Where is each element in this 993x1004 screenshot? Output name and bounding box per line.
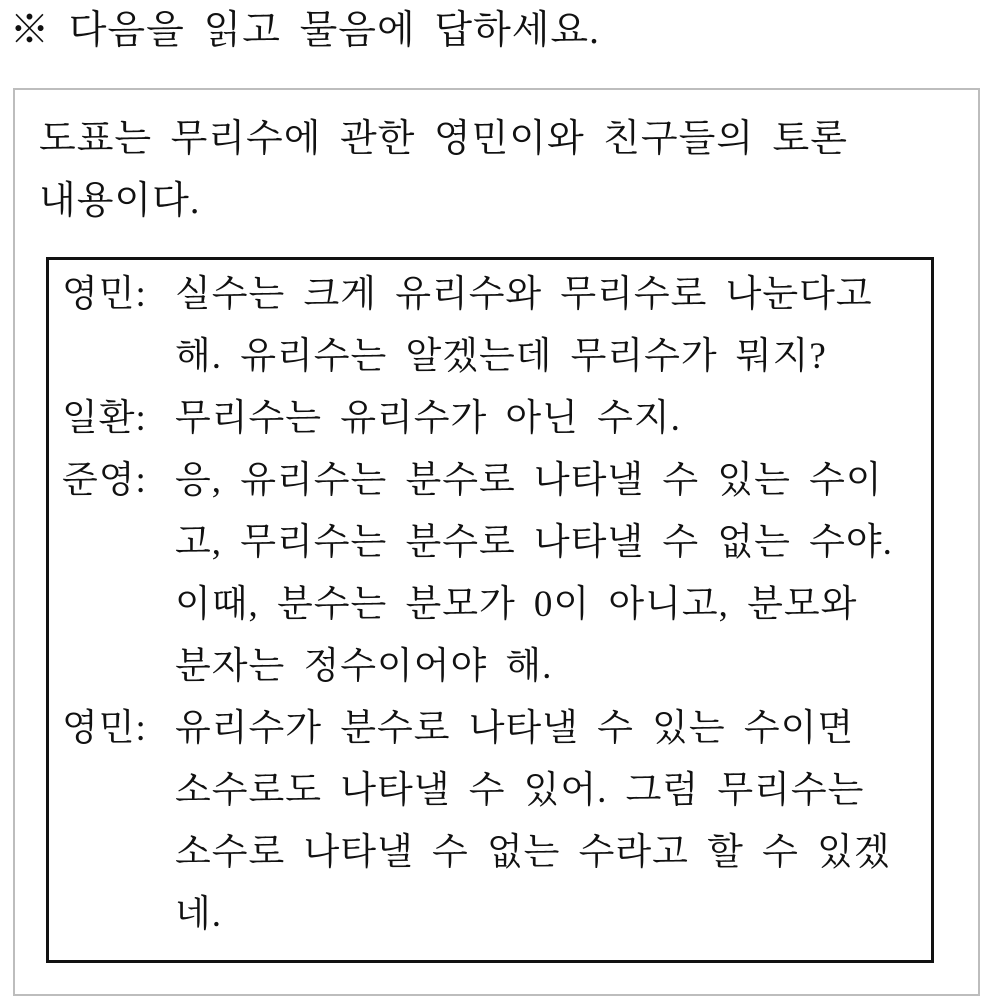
- dialogue-line: 무리수는 유리수가 아닌 수지.: [175, 398, 681, 439]
- dialogue-line: 고, 무리수는 분수로 나타낼 수 없는 수야.: [175, 522, 893, 563]
- dialogue-line: 응, 유리수는 분수로 나타낼 수 있는 수이: [175, 460, 883, 501]
- passage-box: [13, 88, 980, 996]
- intro-line-2: 내용이다.: [39, 180, 201, 222]
- speaker-name: 일환:: [62, 398, 147, 439]
- dialogue-line: 소수로도 나타낼 수 있어. 그럼 무리수는: [175, 770, 865, 811]
- dialogue-lines: [175, 450, 923, 698]
- dialogue-line: 소수로 나타낼 수 없는 수라고 할 수 있겠: [175, 832, 891, 873]
- dialogue-line: 네.: [175, 894, 222, 935]
- dialogue-line: 이때, 분수는 분모가 0이 아니고, 분모와: [175, 584, 858, 625]
- dialogue-line: 유리수가 분수로 나타낼 수 있는 수이면: [175, 708, 855, 749]
- dialogue-entry: [62, 450, 923, 698]
- dialogue-entry: [62, 698, 923, 946]
- dialogue-lines: [175, 698, 923, 946]
- intro-line-1: 도표는 무리수에 관한 영민이와 친구들의 토론: [39, 118, 848, 160]
- speaker-name: 영민:: [62, 708, 147, 749]
- dialogue-box: [46, 257, 934, 963]
- speaker-name: 준영:: [62, 460, 147, 501]
- speaker-name: 영민:: [62, 274, 147, 315]
- dialogue-line: 해. 유리수는 알겠는데 무리수가 뭐지?: [175, 336, 827, 377]
- instruction-heading: ※ 다음을 읽고 물음에 답하세요.: [10, 9, 600, 52]
- dialogue-entry: [62, 264, 923, 388]
- dialogue-line: 실수는 크게 유리수와 무리수로 나눈다고: [175, 274, 873, 315]
- dialogue-entry: [62, 388, 923, 450]
- dialogue-line: 분자는 정수이어야 해.: [175, 646, 553, 687]
- passage-intro: [39, 108, 848, 232]
- dialogue-lines: [175, 264, 923, 388]
- dialogue-lines: [175, 388, 923, 450]
